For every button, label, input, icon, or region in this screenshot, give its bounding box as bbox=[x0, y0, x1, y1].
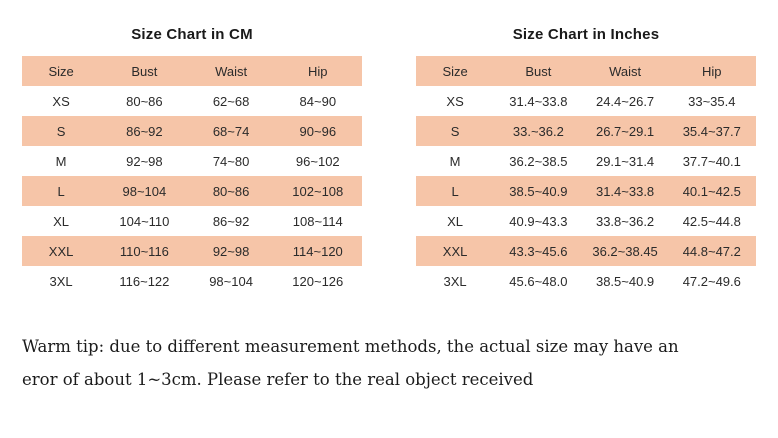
table-header-row bbox=[22, 56, 362, 86]
column-header-size: Size bbox=[416, 56, 494, 86]
cell-bust: 92~98 bbox=[100, 146, 188, 176]
cell-bust: 80~86 bbox=[100, 86, 188, 116]
cell-size: 3XL bbox=[22, 266, 100, 296]
cell-hip: 47.2~49.6 bbox=[668, 266, 756, 296]
cell-waist: 36.2~38.45 bbox=[583, 236, 668, 266]
cell-bust: 40.9~43.3 bbox=[494, 206, 582, 236]
cell-size: S bbox=[22, 116, 100, 146]
cell-hip: 108~114 bbox=[274, 206, 362, 236]
cell-waist: 33.8~36.2 bbox=[583, 206, 668, 236]
size-chart-cm bbox=[22, 26, 362, 296]
cell-size: M bbox=[416, 146, 494, 176]
table-row bbox=[22, 86, 362, 116]
table-row bbox=[22, 266, 362, 296]
table-row bbox=[416, 146, 756, 176]
column-header-bust: Bust bbox=[494, 56, 582, 86]
cell-hip: 84~90 bbox=[274, 86, 362, 116]
cell-size: L bbox=[416, 176, 494, 206]
table-header-row bbox=[416, 56, 756, 86]
cell-hip: 37.7~40.1 bbox=[668, 146, 756, 176]
column-header-size: Size bbox=[22, 56, 100, 86]
cell-bust: 104~110 bbox=[100, 206, 188, 236]
size-table-cm bbox=[22, 56, 362, 296]
column-header-hip: Hip bbox=[668, 56, 756, 86]
cell-hip: 96~102 bbox=[274, 146, 362, 176]
cell-size: XL bbox=[416, 206, 494, 236]
size-table-inches bbox=[416, 56, 756, 296]
cell-bust: 110~116 bbox=[100, 236, 188, 266]
cell-hip: 35.4~37.7 bbox=[668, 116, 756, 146]
cell-waist: 31.4~33.8 bbox=[583, 176, 668, 206]
cell-bust: 45.6~48.0 bbox=[494, 266, 582, 296]
cell-hip: 90~96 bbox=[274, 116, 362, 146]
table-row bbox=[416, 176, 756, 206]
table-row bbox=[22, 206, 362, 236]
table-row bbox=[416, 206, 756, 236]
cell-waist: 68~74 bbox=[189, 116, 274, 146]
cell-waist: 92~98 bbox=[189, 236, 274, 266]
cell-size: 3XL bbox=[416, 266, 494, 296]
cell-size: S bbox=[416, 116, 494, 146]
column-header-bust: Bust bbox=[100, 56, 188, 86]
cell-waist: 74~80 bbox=[189, 146, 274, 176]
cell-bust: 86~92 bbox=[100, 116, 188, 146]
cell-size: M bbox=[22, 146, 100, 176]
cell-hip: 102~108 bbox=[274, 176, 362, 206]
size-chart-inches bbox=[416, 26, 756, 296]
warm-tip bbox=[22, 330, 760, 396]
cell-hip: 120~126 bbox=[274, 266, 362, 296]
cell-size: XXL bbox=[416, 236, 494, 266]
table-row bbox=[22, 146, 362, 176]
warm-tip-line-1: Warm tip: due to different measurement methods, the actual size may have an bbox=[22, 337, 679, 356]
cell-bust: 43.3~45.6 bbox=[494, 236, 582, 266]
cell-bust: 38.5~40.9 bbox=[494, 176, 582, 206]
cell-size: XXL bbox=[22, 236, 100, 266]
table-row bbox=[416, 236, 756, 266]
cell-bust: 116~122 bbox=[100, 266, 188, 296]
column-header-waist: Waist bbox=[189, 56, 274, 86]
cell-waist: 24.4~26.7 bbox=[583, 86, 668, 116]
table-row bbox=[22, 116, 362, 146]
cell-waist: 62~68 bbox=[189, 86, 274, 116]
cell-hip: 40.1~42.5 bbox=[668, 176, 756, 206]
cell-hip: 114~120 bbox=[274, 236, 362, 266]
table-row bbox=[22, 236, 362, 266]
chart-title-cm: Size Chart in CM bbox=[131, 26, 253, 43]
cell-size: XS bbox=[22, 86, 100, 116]
cell-hip: 42.5~44.8 bbox=[668, 206, 756, 236]
table-row bbox=[416, 266, 756, 296]
cell-bust: 33.~36.2 bbox=[494, 116, 582, 146]
cell-hip: 44.8~47.2 bbox=[668, 236, 756, 266]
cell-hip: 33~35.4 bbox=[668, 86, 756, 116]
cell-size: XL bbox=[22, 206, 100, 236]
cell-size: XS bbox=[416, 86, 494, 116]
column-header-waist: Waist bbox=[583, 56, 668, 86]
column-header-hip: Hip bbox=[274, 56, 362, 86]
chart-title-inches: Size Chart in Inches bbox=[512, 26, 660, 43]
cell-bust: 98~104 bbox=[100, 176, 188, 206]
table-row bbox=[416, 116, 756, 146]
cell-bust: 31.4~33.8 bbox=[494, 86, 582, 116]
warm-tip-line-2: eror of about 1~3cm. Please refer to the real object received bbox=[22, 370, 534, 389]
cell-waist: 80~86 bbox=[189, 176, 274, 206]
cell-waist: 26.7~29.1 bbox=[583, 116, 668, 146]
cell-waist: 29.1~31.4 bbox=[583, 146, 668, 176]
cell-size: L bbox=[22, 176, 100, 206]
table-row bbox=[416, 86, 756, 116]
table-row bbox=[22, 176, 362, 206]
cell-waist: 98~104 bbox=[189, 266, 274, 296]
cell-bust: 36.2~38.5 bbox=[494, 146, 582, 176]
cell-waist: 38.5~40.9 bbox=[583, 266, 668, 296]
cell-waist: 86~92 bbox=[189, 206, 274, 236]
